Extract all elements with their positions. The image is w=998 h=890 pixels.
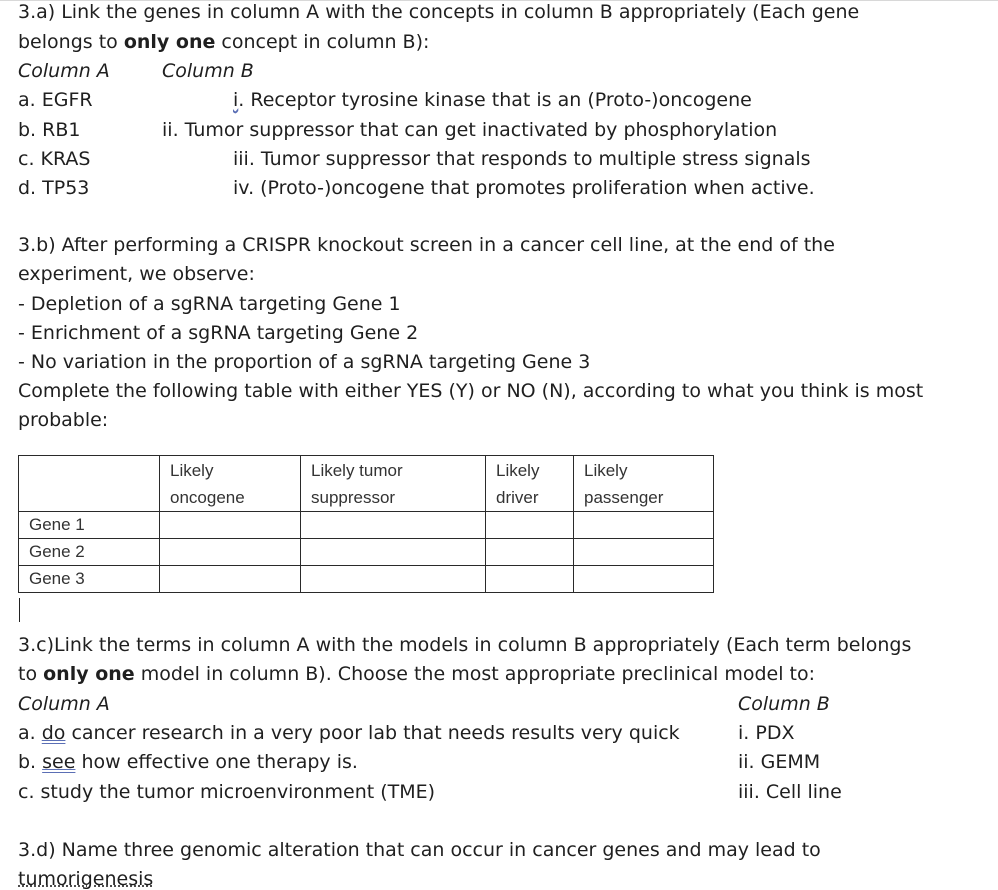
q3a-instruction-line1: 3.a) Link the genes in column A with the concepts in column B appropriately (Each gene <box>18 1 860 23</box>
q3c-line2-text-end: model in column B). Choose the most appropriate preclinical model to: <box>134 663 816 685</box>
q3d-instruction-line2 <box>18 868 153 890</box>
header-text: Likely <box>170 461 214 480</box>
concept-numeral: ii <box>162 119 173 141</box>
q3d-flagged-word: tumorigenesis <box>18 868 154 890</box>
table-row <box>19 539 714 566</box>
q3b-instruction-line6: Complete the following table with either YES (Y) or NO (N), according to what you think is most <box>18 380 924 402</box>
concept-text: . Receptor tyrosine kinase that is an (Proto-)oncogene <box>238 89 752 111</box>
model-item: i. PDX <box>738 722 795 744</box>
term-item <box>18 751 358 773</box>
q3b-observation: - Depletion of a sgRNA targeting Gene 1 <box>18 293 401 315</box>
table-header-cell <box>301 456 486 512</box>
answer-cell[interactable] <box>160 512 301 539</box>
term-item <box>18 722 680 744</box>
q3b-observation: - No variation in the proportion of a sgRNA targeting Gene 3 <box>18 351 591 373</box>
term-text: cancer research in a very poor lab that needs results very quick <box>65 722 680 744</box>
answer-cell[interactable] <box>301 512 486 539</box>
q3c-line2-text: to <box>18 663 44 685</box>
answer-cell[interactable] <box>301 539 486 566</box>
header-text: Likely <box>584 461 628 480</box>
q3a-line2-text: belongs to <box>18 31 124 53</box>
gene-classification-table <box>18 455 714 593</box>
header-text: Likely tumor <box>311 461 403 480</box>
term-label: a. <box>18 722 42 744</box>
concept-item <box>162 119 777 141</box>
gene-item: a. EGFR <box>18 89 93 111</box>
concept-numeral: iii <box>233 148 249 170</box>
header-text: oncogene <box>170 488 245 507</box>
table-header-cell <box>160 456 301 512</box>
table-row <box>19 512 714 539</box>
q3b-instruction-line7: probable: <box>18 409 109 431</box>
table-header-cell <box>574 456 714 512</box>
model-item: ii. GEMM <box>738 751 821 773</box>
answer-cell[interactable] <box>574 566 714 593</box>
table-corner-cell[interactable] <box>19 456 160 512</box>
q3c-instruction-line2 <box>18 663 815 685</box>
header-text: driver <box>496 488 539 507</box>
q3a-line2-text-end: concept in column B): <box>215 31 430 53</box>
table-header-row <box>19 456 714 512</box>
concept-item <box>233 148 811 170</box>
answer-cell[interactable] <box>301 566 486 593</box>
q3c-instruction-line1: 3.c)Link the terms in column A with the models in column B appropriately (Each term belongs <box>18 634 912 656</box>
answer-cell[interactable] <box>160 539 301 566</box>
q3a-column-a-header: Column A <box>18 60 110 82</box>
term-item: c. study the tumor microenvironment (TME) <box>18 781 436 803</box>
header-text: Likely <box>496 461 540 480</box>
header-text: suppressor <box>311 488 396 507</box>
q3a-line2-bold: only one <box>123 31 216 53</box>
concept-numeral: i <box>233 89 239 111</box>
answer-cell[interactable] <box>574 512 714 539</box>
answer-cell[interactable] <box>160 566 301 593</box>
q3b-observation: - Enrichment of a sgRNA targeting Gene 2 <box>18 322 419 344</box>
row-label-cell: Gene 2 <box>19 539 160 566</box>
q3d-instruction-line1: 3.d) Name three genomic alteration that can occur in cancer genes and may lead to <box>18 839 821 861</box>
term-label: b. <box>18 751 43 773</box>
concept-text: . (Proto-)oncogene that promotes proliferation when active. <box>248 177 815 199</box>
gene-item: b. RB1 <box>18 119 81 141</box>
concept-text: . Tumor suppressor that responds to multiple stress signals <box>248 148 811 170</box>
term-flagged-word: see <box>42 751 76 773</box>
row-label-cell: Gene 1 <box>19 512 160 539</box>
q3a-instruction-line2 <box>18 31 429 53</box>
term-flagged-word: do <box>41 722 66 744</box>
term-text: how effective one therapy is. <box>75 751 358 773</box>
answer-cell[interactable] <box>574 539 714 566</box>
table-row <box>19 566 714 593</box>
q3b-instruction-line1: 3.b) After performing a CRISPR knockout screen in a cancer cell line, at the end of the <box>18 234 835 256</box>
q3c-column-b-header: Column B <box>738 693 830 715</box>
concept-text: . Tumor suppressor that can get inactivated by phosphorylation <box>172 119 778 141</box>
gene-item: d. TP53 <box>18 177 90 199</box>
concept-item <box>233 177 815 199</box>
answer-cell[interactable] <box>486 566 574 593</box>
model-item: iii. Cell line <box>738 781 842 803</box>
text-cursor <box>19 598 20 622</box>
header-text: passenger <box>584 488 664 507</box>
concept-numeral: iv <box>233 177 249 199</box>
gene-item: c. KRAS <box>18 148 91 170</box>
table-header-cell <box>486 456 574 512</box>
q3b-instruction-line2: experiment, we observe: <box>18 263 255 285</box>
concept-item <box>233 89 752 111</box>
answer-cell[interactable] <box>486 539 574 566</box>
q3c-column-a-header: Column A <box>18 693 110 715</box>
q3c-line2-bold: only one <box>43 663 135 685</box>
q3a-column-b-header: Column B <box>162 60 254 82</box>
row-label-cell: Gene 3 <box>19 566 160 593</box>
answer-cell[interactable] <box>486 512 574 539</box>
